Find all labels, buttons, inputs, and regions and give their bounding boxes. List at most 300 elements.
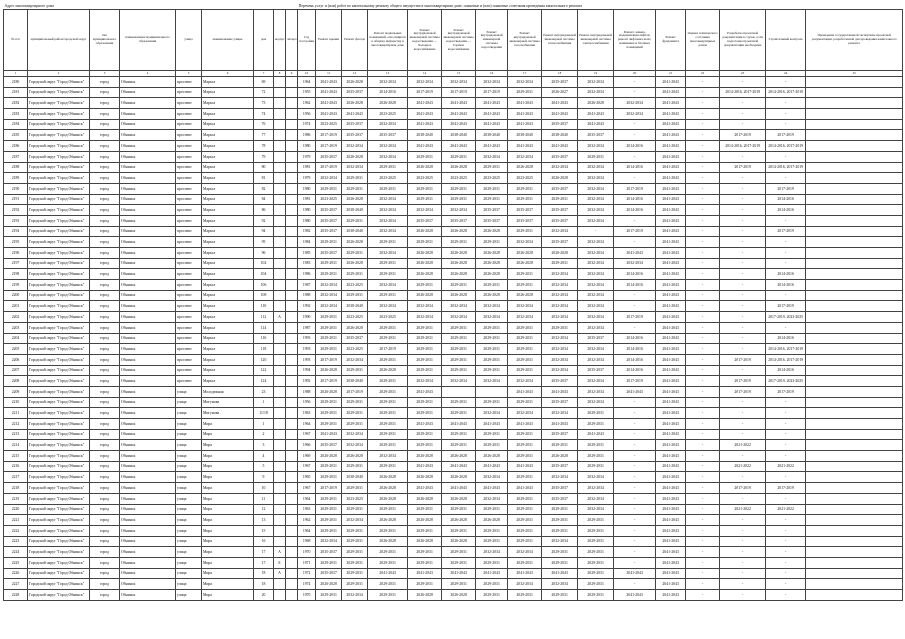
table-cell: 2038-2040 [542,130,578,141]
table-cell: 2017-2019 [442,87,476,98]
table-cell: город [90,162,120,173]
table-row [4,215,903,226]
column-number: 1 [4,71,28,77]
table-cell: 2196 [4,248,28,259]
table-cell [476,386,508,397]
table-row [4,269,903,280]
table-cell: 2032-2034 [368,280,408,291]
table-cell: 2032-2034 [508,77,542,88]
table-cell: 2041-2043 [508,483,542,494]
table-cell [286,77,298,88]
table-cell: 2029-2031 [542,557,578,568]
table-cell: 2029-2031 [476,440,508,451]
table-cell: - [614,579,656,590]
table-cell: 2026-2028 [442,472,476,483]
table-cell: Городской округ "Город Обнинск" [28,557,90,568]
table-cell: город [90,322,120,333]
table-cell: 2041-2043 [408,386,442,397]
column-number: 2 [28,71,90,77]
table-cell: проспект [176,77,202,88]
table-cell: 2032-2034 [542,408,578,419]
table-cell [286,333,298,344]
table-cell [286,141,298,152]
table-cell: 2029-2031 [508,183,542,194]
table-cell: 2029-2031 [368,461,408,472]
column-number: 18 [542,71,578,77]
table-row [4,109,903,120]
table-cell: - [614,429,656,440]
table-cell: Обнинск [120,525,176,536]
table-cell: 2014-2016 [614,280,656,291]
table-cell: 2041-2043 [656,87,686,98]
table-cell: Маркса [202,354,254,365]
table-cell: 2041-2043 [442,419,476,430]
table-cell [286,258,298,269]
table-cell: 2032-2034 [578,301,614,312]
column-header: муниципальный район/городской округ [28,10,90,71]
table-cell: 2035-2037 [542,151,578,162]
table-cell: Маркса [202,183,254,194]
column-number: 12 [342,71,368,77]
table-cell: 2180 [4,77,28,88]
table-cell [274,237,286,248]
table-cell: улица [176,515,202,526]
table-cell: 2032-2034 [578,248,614,259]
table-cell: 2029-2031 [508,429,542,440]
table-cell: улица [176,451,202,462]
table-cell: проспект [176,354,202,365]
table-cell: 2029-2031 [508,493,542,504]
table-cell [286,451,298,462]
table-cell: 2203 [4,322,28,333]
table-cell [442,386,476,397]
table-cell: 2035-2037 [342,333,368,344]
table-cell [286,461,298,472]
table-cell: 2032-2034 [508,408,542,419]
table-cell: Обнинск [120,386,176,397]
table-row [4,365,903,376]
table-cell: 2200 [4,290,28,301]
table-cell: Мигунова [202,397,254,408]
column-header: Строительный контроль [766,10,806,71]
table-cell [274,536,286,547]
table-cell: - [686,557,720,568]
table-row [4,141,903,152]
table-cell: Маркса [202,194,254,205]
table-cell: 2026-2028 [408,451,442,462]
table-cell: - [720,429,766,440]
table-cell: - [720,215,766,226]
table-cell: Мира [202,493,254,504]
table-cell [806,119,903,130]
table-cell: 2017-2019 [720,376,766,387]
register-sheet [3,3,902,601]
table-cell: 2032-2034 [342,162,368,173]
table-cell: 2029-2031 [476,557,508,568]
table-cell [286,354,298,365]
table-cell: 2041-2043 [442,483,476,494]
table-cell: Мира [202,440,254,451]
table-cell: 1964 [298,525,316,536]
table-cell: 2029-2031 [476,579,508,590]
table-cell [806,472,903,483]
table-cell [274,440,286,451]
table-cell: 2032-2034 [578,258,614,269]
table-cell [274,386,286,397]
table-cell: 1963 [298,504,316,515]
table-cell [286,419,298,430]
table-cell: 2032-2034 [542,280,578,291]
table-cell: - [686,344,720,355]
table-cell: 2213 [4,429,28,440]
table-cell: 11/18 [254,408,274,419]
table-cell: 2026-2028 [368,493,408,504]
table-cell: 2032-2034 [578,141,614,152]
table-cell: - [720,109,766,120]
table-cell: Городской округ "Город Обнинск" [28,98,90,109]
table-cell: 2206 [4,354,28,365]
table-cell: - [720,451,766,462]
table-cell: 2026-2027 [542,87,578,98]
column-number: 10 [298,71,316,77]
table-cell [806,248,903,259]
table-cell: 94 [254,226,274,237]
table-cell: Обнинск [120,472,176,483]
table-cell: 2041-2043 [442,98,476,109]
column-number: 16 [476,71,508,77]
table-cell: 2017-2019, 2023-2025 [766,376,806,387]
table-cell: 2029-2031 [442,557,476,568]
table-cell: 2218 [4,483,28,494]
table-cell: проспект [176,322,202,333]
column-header: Ремонт внутридомовой инженерной системы водоотведения — Горячее водоснабжение [442,10,476,71]
table-cell: 73 [254,98,274,109]
table-cell: 2023-2025 [476,173,508,184]
table-cell: - [686,333,720,344]
table-cell: 2029-2031 [442,429,476,440]
table-cell: 2017-2019 [316,162,342,173]
table-cell: Мира [202,536,254,547]
table-cell: 2182 [4,98,28,109]
table-cell: проспект [176,333,202,344]
table-cell: - [614,397,656,408]
table-cell: 2026-2028 [408,472,442,483]
header-row [4,10,903,71]
table-cell: 2026-2028 [342,194,368,205]
table-cell: Городской округ "Город Обнинск" [28,183,90,194]
table-cell: 1993 [298,344,316,355]
table-cell: 2041-2043 [408,119,442,130]
table-cell: 2026-2028 [368,483,408,494]
table-cell: Городской округ "Город Обнинск" [28,547,90,558]
table-cell: - [766,568,806,579]
table-cell [806,258,903,269]
table-cell: 2026-2028 [408,493,442,504]
table-cell [274,290,286,301]
table-cell: 2041-2043 [656,151,686,162]
table-cell: Городской округ "Город Обнинск" [28,365,90,376]
table-cell: - [720,419,766,430]
table-cell: 2029-2031 [508,87,542,98]
table-cell: 2026-2028 [408,269,442,280]
table-row [4,248,903,259]
table-cell: Мира [202,472,254,483]
table-cell [286,205,298,216]
table-cell: - [614,290,656,301]
table-cell: 2032-2034 [578,173,614,184]
table-row [4,226,903,237]
table-cell: 2032-2034 [476,408,508,419]
table-cell: - [686,280,720,291]
table-cell [806,344,903,355]
table-cell [286,568,298,579]
table-cell: 2029-2031 [342,568,368,579]
table-cell: - [766,77,806,88]
table-cell: 1993 [298,354,316,365]
table-cell: 2026-2028 [442,590,476,601]
table-cell: 2026-2028 [316,365,342,376]
table-cell: 2041-2043 [656,258,686,269]
table-cell: 2029-2031 [476,504,508,515]
table-cell [806,109,903,120]
table-cell: 95 [254,237,274,248]
table-cell: - [766,173,806,184]
table-cell: Мира [202,451,254,462]
table-cell: 2032-2034 [578,183,614,194]
table-cell [274,258,286,269]
table-cell: 2017-2019 [476,87,508,98]
table-cell: 2029-2031 [408,237,442,248]
column-header: Ремонт внутридомовой инженерной системы водоотведения [476,10,508,71]
table-cell: 1972 [298,568,316,579]
table-cell: 2029-2031 [316,472,342,483]
table-cell: 2032-2034 [368,151,408,162]
table-cell [274,376,286,387]
table-cell: 2029-2031 [368,429,408,440]
table-cell: 2035-2037 [316,151,342,162]
table-cell: 2032-2034 [542,354,578,365]
table-cell: 2026-2028 [508,258,542,269]
table-cell: 1980 [298,183,316,194]
table-cell: 2041-2043 [408,98,442,109]
table-cell: 2199 [4,280,28,291]
table-cell: - [686,515,720,526]
column-header: Оценка технического состояния многоквартирных домов [686,10,720,71]
table-cell: 2041-2043 [656,419,686,430]
table-cell: 2029-2031 [368,579,408,590]
table-cell: Обнинск [120,87,176,98]
column-header: тип муниципального образования [90,10,120,71]
table-cell: 2017-2019 [766,226,806,237]
table-cell: Обнинск [120,419,176,430]
column-number: 3 [90,71,120,77]
table-cell: 2032-2034 [442,205,476,216]
table-cell: 2026-2028 [342,98,368,109]
table-cell: 1 [254,397,274,408]
table-cell: город [90,301,120,312]
table-cell: - [720,333,766,344]
table-cell: 2035-2037 [578,333,614,344]
table-cell: 2029-2031 [578,419,614,430]
table-cell: - [686,472,720,483]
table-cell: проспект [176,226,202,237]
table-row [4,397,903,408]
table-cell: проспект [176,109,202,120]
table-cell: Обнинск [120,451,176,462]
table-cell: 2041-2043 [656,344,686,355]
table-cell: 2222 [4,525,28,536]
table-cell: Маркса [202,248,254,259]
table-cell: 2201 [4,301,28,312]
table-cell [274,408,286,419]
table-row [4,87,903,98]
table-cell [286,151,298,162]
table-cell: 2035-2037 [342,130,368,141]
table-cell: 2041-2043 [508,141,542,152]
table-cell: 2041-2043 [614,568,656,579]
table-cell: 2041-2043 [542,419,578,430]
table-cell: 2026-2028 [342,258,368,269]
column-header: Ремонт фасада [342,10,368,71]
table-cell: 2035-2037 [578,130,614,141]
table-cell: город [90,440,120,451]
table-cell: 2029-2031 [316,258,342,269]
table-cell: 2014-2016, 2017-2019 [766,141,806,152]
table-cell: 2014-2016 [614,365,656,376]
table-cell: - [614,483,656,494]
table-cell: - [720,557,766,568]
table-cell: 2041-2043 [656,515,686,526]
capital-repair-table [3,3,903,601]
table-cell: 2023-2025 [368,312,408,323]
table-cell: Мигунова [202,408,254,419]
table-cell: 2029-2031 [542,515,578,526]
table-cell: 2026-2028 [408,162,442,173]
table-cell: Городской округ "Город Обнинск" [28,525,90,536]
table-cell: - [720,151,766,162]
table-cell: 2032-2034 [476,376,508,387]
table-cell [806,301,903,312]
table-cell [286,119,298,130]
table-cell: 2041-2043 [656,386,686,397]
table-cell: улица [176,547,202,558]
table-cell: 2035-2037 [542,429,578,440]
table-cell: проспект [176,119,202,130]
table-cell [806,194,903,205]
table-cell [806,483,903,494]
table-cell: город [90,77,120,88]
table-cell: Обнинск [120,536,176,547]
table-cell: проспект [176,194,202,205]
table-cell: 2041-2043 [442,461,476,472]
table-cell: 1986 [298,269,316,280]
table-cell: 2029-2031 [316,183,342,194]
table-cell: город [90,547,120,558]
table-cell [806,461,903,472]
table-cell: 2029-2031 [476,333,508,344]
table-cell: 2029-2031 [368,269,408,280]
table-cell: 2029-2031 [368,183,408,194]
column-header: № п/п [4,10,28,71]
table-cell: 2017-2019 [316,130,342,141]
table-cell [806,408,903,419]
table-cell: 1969 [298,451,316,462]
table-cell: 2032-2034 [408,205,442,216]
table-cell: 2041-2043 [656,226,686,237]
table-cell [274,269,286,280]
table-cell: 2029-2031 [508,525,542,536]
table-cell: 2041-2043 [656,440,686,451]
table-cell: 2023-2025 [316,119,342,130]
table-cell: 2026-2028 [476,258,508,269]
table-cell: Городской округ "Город Обнинск" [28,258,90,269]
table-cell: 2029-2031 [476,590,508,601]
table-cell: 2041-2043 [656,504,686,515]
table-cell: 2029-2031 [316,419,342,430]
table-cell [806,419,903,430]
table-cell: - [766,440,806,451]
table-cell: - [686,386,720,397]
table-cell: 4 [254,451,274,462]
table-cell: 11 [254,493,274,504]
table-cell: 2032-2034 [316,280,342,291]
table-cell: 2041-2043 [656,557,686,568]
table-cell [806,579,903,590]
table-cell: 2041-2043 [408,109,442,120]
table-cell: город [90,290,120,301]
table-row [4,119,903,130]
table-cell: 2021-2022 [720,504,766,515]
table-cell: 2041-2043 [476,141,508,152]
table-cell: 2029-2031 [508,440,542,451]
table-cell: 2032-2034 [578,215,614,226]
table-cell: 2032-2034 [316,536,342,547]
table-cell: Обнинск [120,162,176,173]
table-cell: 2041-2043 [656,173,686,184]
table-cell: Обнинск [120,269,176,280]
table-cell: 2029-2031 [368,419,408,430]
table-cell: 2029-2031 [578,408,614,419]
table-cell: улица [176,440,202,451]
table-cell: Мира [202,515,254,526]
table-row [4,194,903,205]
table-cell [806,397,903,408]
table-cell [274,205,286,216]
table-cell: 2026-2028 [342,451,368,462]
table-cell [274,344,286,355]
table-cell: 2017-2019 [614,226,656,237]
table-cell: 2041-2043 [656,290,686,301]
table-cell: Маркса [202,77,254,88]
table-cell: город [90,258,120,269]
table-cell: 2029-2031 [442,397,476,408]
table-cell: 2023-2025 [368,173,408,184]
table-cell: 2032-2034 [476,151,508,162]
table-cell: проспект [176,183,202,194]
table-cell: 1987 [298,322,316,333]
table-cell [806,87,903,98]
table-cell: - [614,451,656,462]
table-cell: - [686,483,720,494]
table-cell: 2029-2031 [578,536,614,547]
table-cell: 2032-2034 [408,312,442,323]
table-cell: 2023-2025 [316,194,342,205]
table-cell: - [686,173,720,184]
table-row [4,525,903,536]
table-cell: 2029-2031 [368,322,408,333]
table-cell: 2032-2034 [368,215,408,226]
table-cell [806,547,903,558]
